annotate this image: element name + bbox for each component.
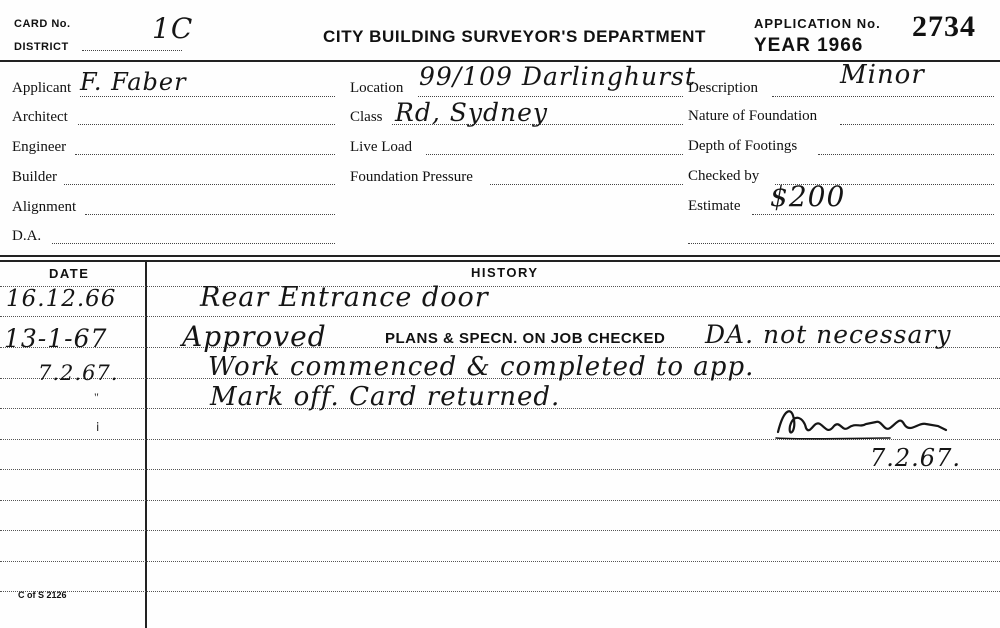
applicant-value: F. Faber xyxy=(80,68,187,96)
architect-label: Architect xyxy=(12,109,68,125)
description-value: Minor xyxy=(840,60,925,90)
building-card: CARD No. 1C DISTRICT CITY BUILDING SURVEYOR'S DEPARTMENT APPLICATION No. 2734 YEAR 1966 Applicant F. Faber Architect Engineer Builder Alignment D.A. Location 99/109 Darlinghurst Class Rd, Sydney Live Load Foundation Pressure Description Minor Nature of Foundation Depth of Footings Checked by Estimate $200 DATE HISTORY 16.12.66 Rear Entrance door 13-1-67 Approved PLANS & SPECN. ON JOB CHECKED DA. not necessary 7.2.67. Work commenced & completed to app. " ⅰ Mark off. Card returned. 7.2.67. C of S 2126 xyxy=(0,0,1000,628)
location-label: Location xyxy=(350,80,404,96)
application-no-label: APPLICATION No. xyxy=(754,16,881,31)
card-no-value: 1C xyxy=(152,12,194,45)
depth-of-footings-label: Depth of Footings xyxy=(688,138,798,154)
history-header: HISTORY xyxy=(471,265,539,280)
form-code: C of S 2126 xyxy=(18,590,67,600)
entry-2-note: DA. not necessary xyxy=(705,320,952,349)
checked-by-label: Checked by xyxy=(688,168,760,184)
card-no-label: CARD No. xyxy=(14,18,71,30)
history-divider-bottom xyxy=(0,260,1000,262)
estimate-value: $200 xyxy=(770,180,846,213)
district-label: DISTRICT xyxy=(14,41,69,53)
da-label: D.A. xyxy=(12,228,42,244)
entry-4-text: Mark off. Card returned. xyxy=(210,382,561,412)
foundation-pressure-label: Foundation Pressure xyxy=(350,169,473,185)
signature xyxy=(770,398,970,448)
applicant-label: Applicant xyxy=(12,80,72,96)
estimate-label: Estimate xyxy=(688,198,741,214)
entry-2-date: 13-1-67 xyxy=(4,324,108,353)
live-load-label: Live Load xyxy=(350,139,413,155)
date-header: DATE xyxy=(49,266,90,281)
history-divider-top xyxy=(0,255,1000,257)
entry-3-date: 7.2.67. xyxy=(38,361,119,385)
entry-2-text: Approved xyxy=(182,320,327,353)
class-value: Rd, Sydney xyxy=(395,98,548,127)
builder-label: Builder xyxy=(12,169,57,185)
approval-stamp: PLANS & SPECN. ON JOB CHECKED xyxy=(385,330,666,347)
class-label: Class xyxy=(350,109,383,125)
district-line xyxy=(82,50,182,51)
entry-3-text: Work commenced & completed to app. xyxy=(208,352,755,382)
location-value: 99/109 Darlinghurst xyxy=(419,62,696,91)
alignment-label: Alignment xyxy=(12,199,77,215)
entry-1-date: 16.12.66 xyxy=(6,286,117,312)
description-label: Description xyxy=(688,80,758,96)
entry-1-text: Rear Entrance door xyxy=(200,282,489,313)
signature-date: 7.2.67. xyxy=(870,444,961,472)
engineer-label: Engineer xyxy=(12,139,67,155)
nature-of-foundation-label: Nature of Foundation xyxy=(688,108,818,124)
department-title: CITY BUILDING SURVEYOR'S DEPARTMENT xyxy=(323,27,707,46)
year-label: YEAR 1966 xyxy=(754,35,864,56)
application-no: 2734 xyxy=(912,10,976,43)
